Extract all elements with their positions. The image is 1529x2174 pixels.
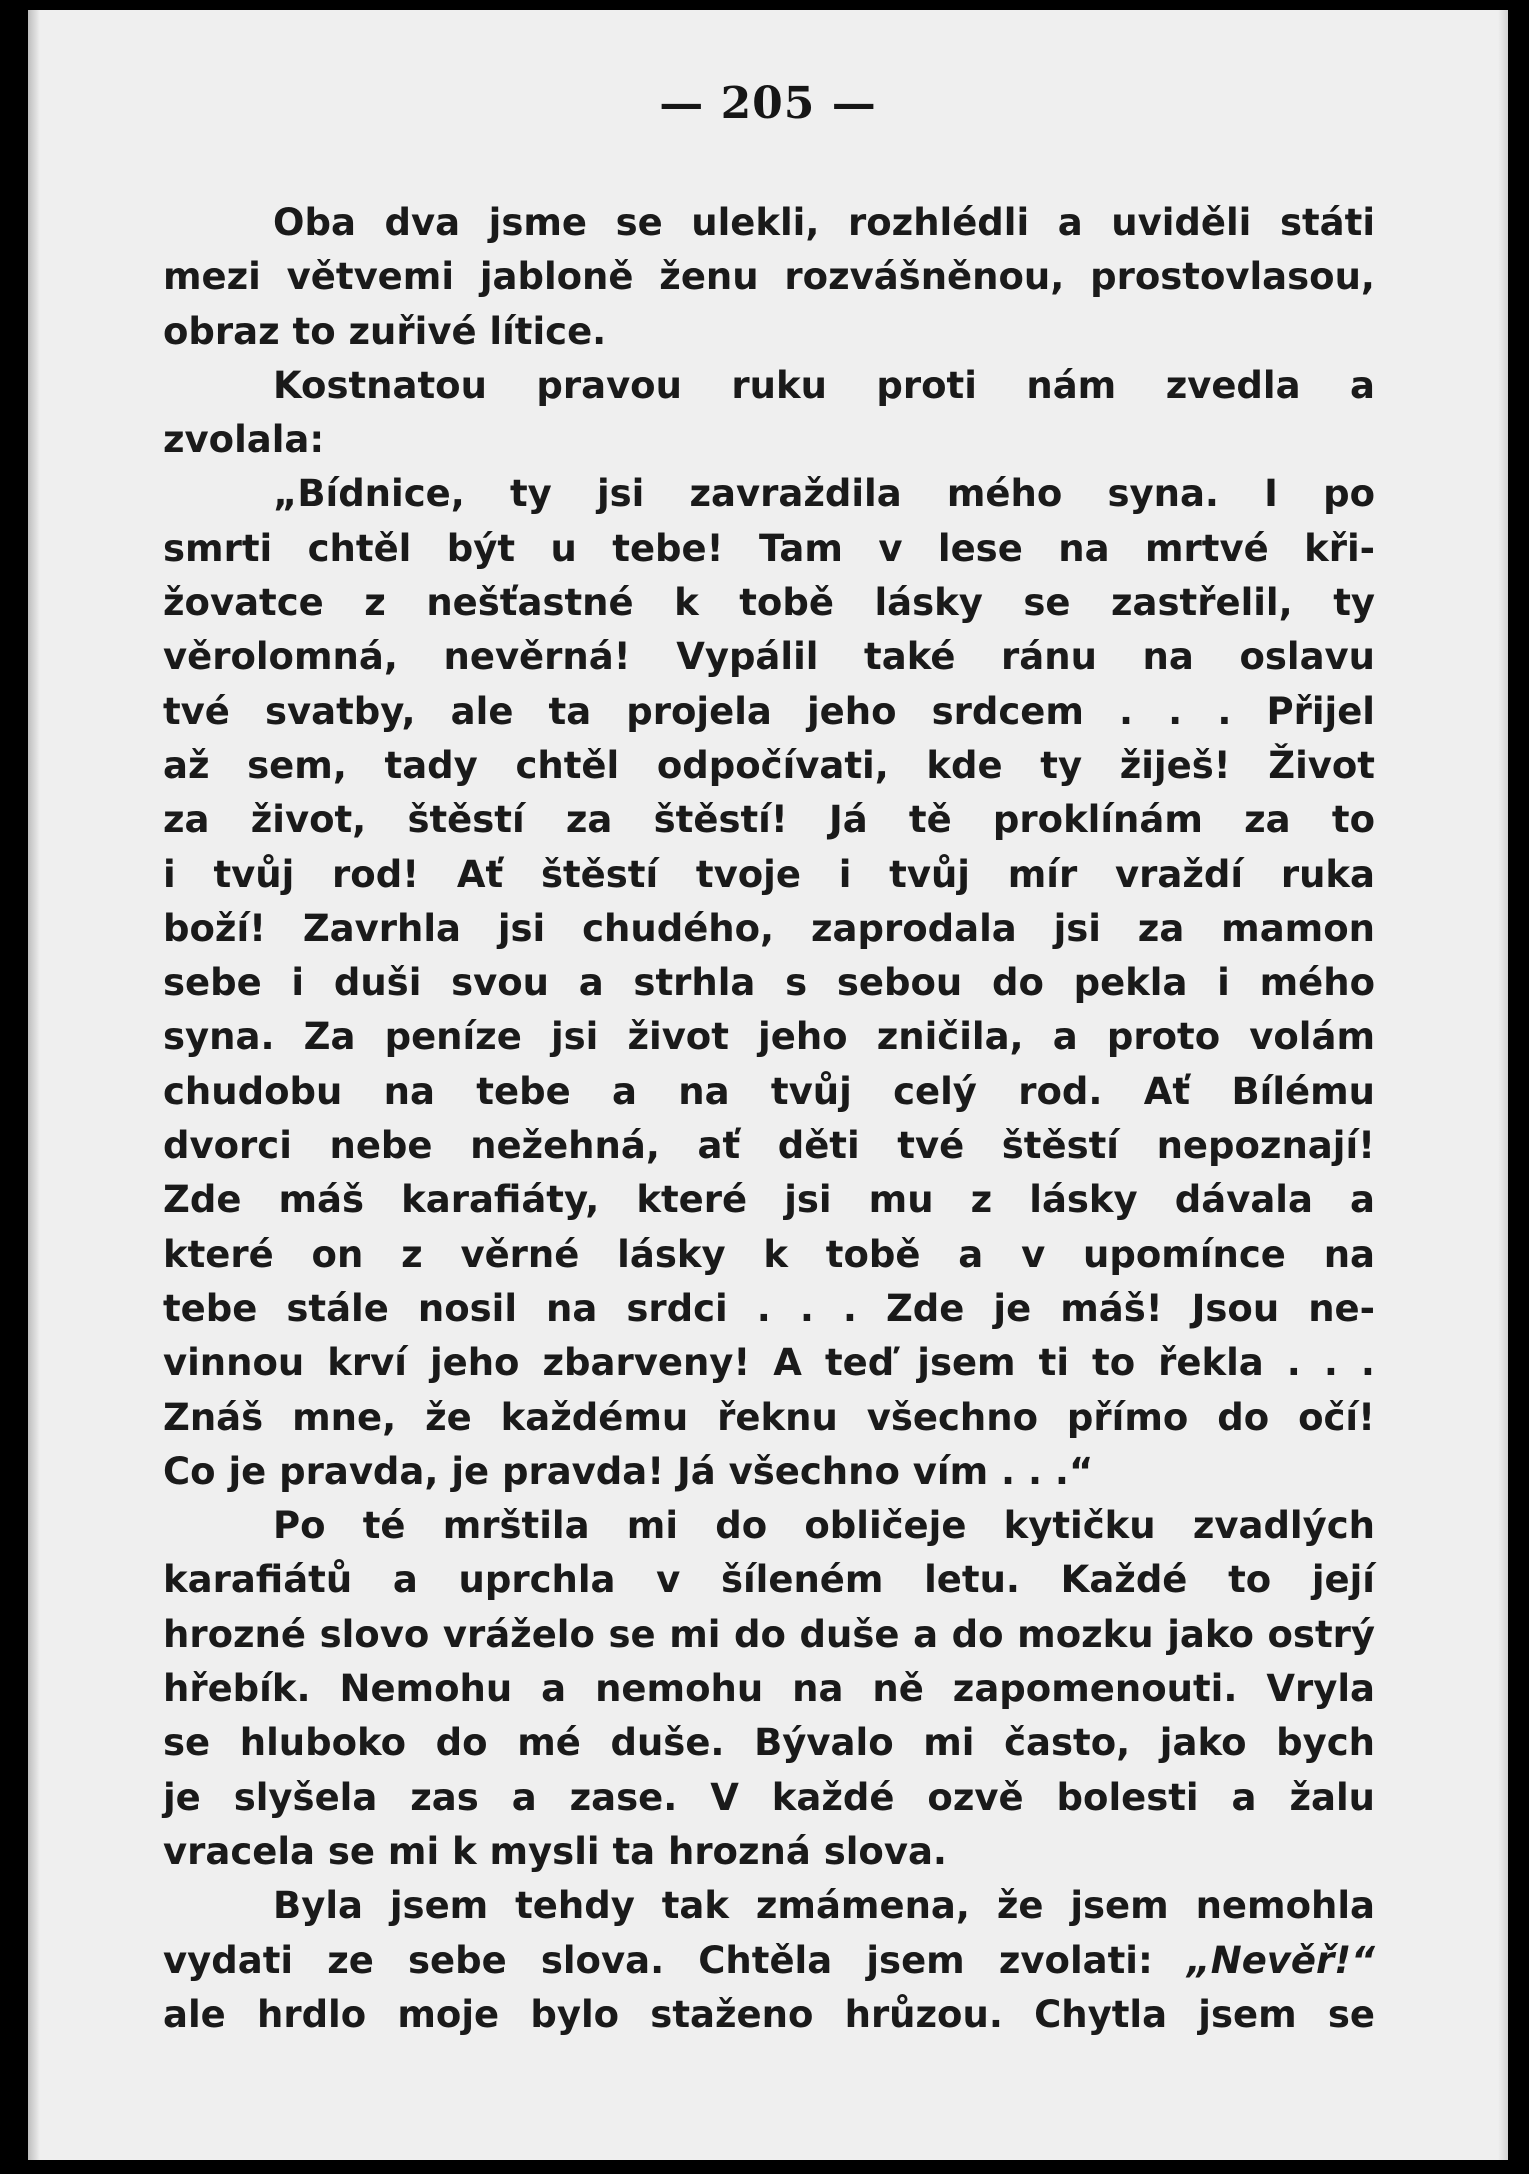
text-line-content: věrolomná, nevěrná! Vypálil také ránu na oslavu	[163, 635, 1375, 679]
text-line-content: které on z věrné lásky k tobě a v upomínce na	[163, 1232, 1375, 1276]
text-line-content: „Bídnice, ty jsi zavraždila mého syna. I po	[273, 472, 1375, 516]
text-line	[163, 1445, 1375, 1499]
text-line	[163, 196, 1375, 250]
text-line	[163, 1499, 1375, 1553]
text-line-content: tebe stále nosil na srdci . . . Zde je máš! Jsou ne-	[163, 1286, 1375, 1330]
text-line-content: ale hrdlo moje bylo staženo hrůzou. Chytla jsem se	[163, 1992, 1375, 2036]
text-line-content: Po té mrštila mi do obličeje kytičku zvadlých	[273, 1504, 1375, 1548]
text-line-content: žovatce z nešťastné k tobě lásky se zastřelil, ty	[163, 581, 1375, 625]
text-line-content: i tvůj rod! Ať štěstí tvoje i tvůj mír vraždí ruka	[163, 852, 1375, 896]
text-line	[163, 250, 1375, 304]
text-line	[163, 956, 1375, 1010]
text-line	[163, 1173, 1375, 1227]
text-line	[163, 1228, 1375, 1282]
text-line-content: Zde máš karafiáty, které jsi mu z lásky dávala a	[163, 1178, 1375, 1222]
book-page	[28, 10, 1508, 2160]
text-line-content: se hluboko do mé duše. Bývalo mi často, jako bych	[163, 1721, 1375, 1765]
text-line	[163, 413, 1375, 467]
text-line	[163, 576, 1375, 630]
text-line-content: vracela se mi k mysli ta hrozná slova.	[163, 1829, 947, 1873]
text-line-content: Kostnatou pravou ruku proti nám zvedla a	[273, 363, 1375, 407]
text-line	[163, 1934, 1375, 1988]
text-line-content: hrozné slovo vráželo se mi do duše a do mozku jako ostrý	[163, 1612, 1375, 1656]
text-line-content: až sem, tady chtěl odpočívati, kde ty žiješ! Život	[163, 743, 1375, 787]
italic-quote: „Nevěř!“	[1186, 1938, 1375, 1982]
text-line-content: Oba dva jsme se ulekli, rozhlédli a uviděli státi	[273, 201, 1375, 244]
text-line	[163, 522, 1375, 576]
text-line-content: zvolala:	[163, 418, 325, 462]
text-line	[163, 1608, 1375, 1662]
text-line-content: Znáš mne, že každému řeknu všechno přímo do očí!	[163, 1395, 1375, 1439]
text-line	[163, 1282, 1375, 1336]
text-line-content: boží! Zavrhla jsi chudého, zaprodala jsi za mamon	[163, 906, 1375, 950]
text-line-content: vydati ze sebe slova. Chtěla jsem zvolati:	[163, 1938, 1153, 1982]
text-line	[163, 1879, 1375, 1933]
text-line	[163, 739, 1375, 793]
text-line-content: Byla jsem tehdy tak zmámena, že jsem nemohla	[273, 1884, 1375, 1928]
text-line	[163, 793, 1375, 847]
text-line-content: vinnou krví jeho zbarveny! A teď jsem ti to řekla . . .	[163, 1341, 1375, 1385]
text-line	[163, 1336, 1375, 1390]
text-line	[163, 1553, 1375, 1607]
text-line-content: hřebík. Nemohu a nemohu na ně zapomenouti. Vryla	[163, 1667, 1375, 1711]
body-text	[163, 196, 1375, 2042]
text-line	[163, 467, 1375, 521]
text-line-content: obraz to zuřivé lítice.	[163, 309, 607, 353]
text-line-content: sebe i duši svou a strhla s sebou do pekla i mého	[163, 961, 1375, 1005]
text-line	[163, 848, 1375, 902]
text-line-content: syna. Za peníze jsi život jeho zničila, a proto volám	[163, 1015, 1375, 1059]
page-number: — 205 —	[659, 78, 877, 129]
text-line-content: za život, štěstí za štěstí! Já tě proklínám za to	[163, 798, 1375, 842]
text-line	[163, 685, 1375, 739]
page-edge-shadow-left	[28, 10, 40, 2160]
text-line-content: mezi větvemi jabloně ženu rozvášněnou, prostovlasou,	[163, 255, 1375, 299]
text-line	[163, 630, 1375, 684]
text-line	[163, 1119, 1375, 1173]
text-line	[163, 1988, 1375, 2042]
page-edge-shadow-right	[1498, 10, 1508, 2160]
text-line	[163, 1825, 1375, 1879]
text-line-content: dvorci nebe nežehná, ať děti tvé štěstí nepoznají!	[163, 1124, 1375, 1168]
text-line-content: je slyšela zas a zase. V každé ozvě bolesti a žalu	[163, 1775, 1375, 1819]
text-line	[163, 1716, 1375, 1770]
text-line-content: smrti chtěl být u tebe! Tam v lese na mrtvé kři-	[163, 526, 1375, 570]
text-line-content: chudobu na tebe a na tvůj celý rod. Ať Bílému	[163, 1069, 1375, 1113]
text-line	[163, 1662, 1375, 1716]
text-line-content: tvé svatby, ale ta projela jeho srdcem . . . Přijel	[163, 689, 1375, 733]
text-line	[163, 1391, 1375, 1445]
text-line	[163, 1771, 1375, 1825]
text-line	[163, 359, 1375, 413]
text-line	[163, 1010, 1375, 1064]
text-line	[163, 305, 1375, 359]
text-line-content: Co je pravda, je pravda! Já všechno vím . . .“	[163, 1449, 1094, 1493]
text-line	[163, 1065, 1375, 1119]
text-line-content: karafiátů a uprchla v šíleném letu. Každé to její	[163, 1558, 1375, 1602]
text-line	[163, 902, 1375, 956]
